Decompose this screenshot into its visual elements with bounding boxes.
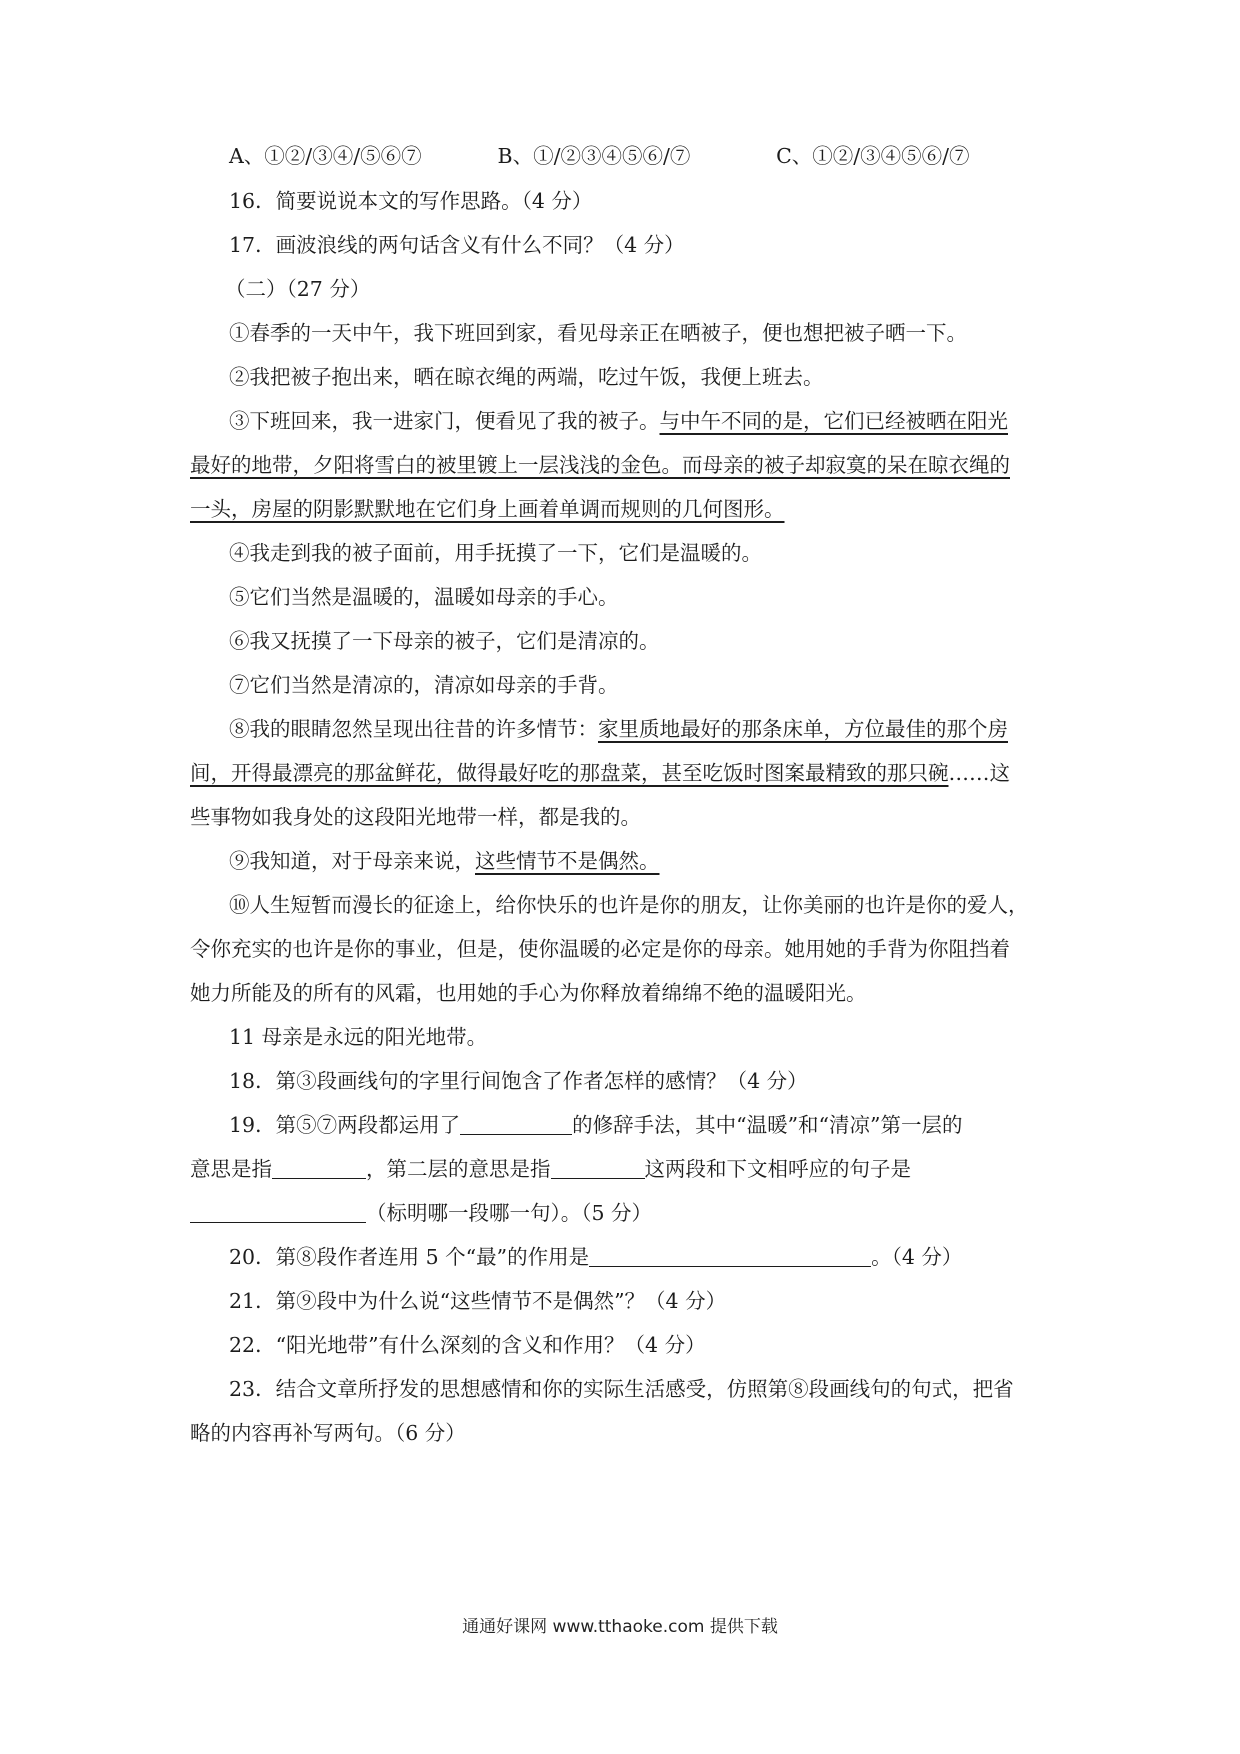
section-heading: （二）（27 分） (225, 277, 371, 301)
paragraph-9 (229, 846, 1070, 876)
option-c: C、①②/③④⑤⑥/⑦ (776, 144, 970, 168)
blank-meaning-2[interactable] (551, 1156, 645, 1179)
paragraph-10-line-2: 令你充实的也许是你的事业，但是，使你温暖的必定是你的母亲。她用她的手背为你阻挡着 (190, 937, 1010, 961)
question-19-prompt-cont: 的修辞手法，其中“温暖”和“清凉”第一层的 (572, 1113, 963, 1137)
paragraph-3-line-2 (190, 450, 1070, 480)
paragraph-3-underlined-middle: 最好的地带，夕阳将雪白的被里镀上一层浅浅的金色。而母亲的被子却寂寞的呆在晾衣绳的 (190, 453, 1010, 477)
option-b: B、①/②③④⑤⑥/⑦ (497, 144, 691, 168)
question-20-prompt: 20．第⑧段作者连用 5 个“最”的作用是 (229, 1245, 590, 1269)
blank-echo-sentence[interactable] (190, 1200, 366, 1223)
question-19-echo-label: 这两段和下文相呼应的句子是 (644, 1157, 911, 1181)
page-footer: 通通好课网 www.tthaoke.com 提供下载 (462, 1617, 778, 1637)
question-19-line-1 (229, 1110, 1070, 1140)
paragraph-8-line-2 (190, 758, 1070, 788)
paragraph-3-underlined-end: 一头，房屋的阴影默默地在它们身上画着单调而规则的几何图形。 (190, 497, 785, 521)
answer-options (229, 141, 1070, 171)
question-20-points: 。（4 分） (871, 1245, 963, 1269)
paragraph-10-line-3: 她力所能及的所有的风霜，也用她的手心为你释放着绵绵不绝的温暖阳光。 (190, 981, 867, 1005)
paragraph-1: ①春季的一天中午，我下班回到家，看见母亲正在晒被子，便也想把被子晒一下。 (229, 321, 967, 345)
paragraph-8-ellipsis: ……这 (948, 761, 1010, 785)
blank-rhetoric[interactable] (460, 1112, 572, 1135)
question-22: 22．“阳光地带”有什么深刻的含义和作用？（4 分） (229, 1333, 706, 1357)
paragraph-9-underlined: 这些情节不是偶然。 (475, 849, 660, 873)
blank-meaning-1[interactable] (272, 1156, 366, 1179)
question-19-line-3 (190, 1198, 1070, 1228)
paragraph-8-line-3: 些事物如我身处的这段阳光地带一样，都是我的。 (190, 805, 641, 829)
paragraph-5: ⑤它们当然是温暖的，温暖如母亲的手心。 (229, 585, 619, 609)
paragraph-8-intro: ⑧我的眼睛忽然呈现出往昔的许多情节： (229, 717, 598, 741)
paragraph-2: ②我把被子抱出来，晒在晾衣绳的两端，吃过午饭，我便上班去。 (229, 365, 824, 389)
option-a: A、①②/③④/⑤⑥⑦ (229, 144, 422, 168)
question-17: 17．画波浪线的两句话含义有什么不同？（4 分） (229, 233, 685, 257)
question-16: 16．简要说说本文的写作思路。（4 分） (229, 189, 593, 213)
paragraph-3-line-1 (229, 406, 1070, 436)
paragraph-6: ⑥我又抚摸了一下母亲的被子，它们是清凉的。 (229, 629, 660, 653)
question-20 (229, 1242, 1070, 1272)
question-19-meaning-2-label: ，第二层的意思是指 (366, 1157, 551, 1181)
question-19-meaning-1-label: 意思是指 (190, 1157, 272, 1181)
question-23-line-1: 23．结合文章所抒发的思想感情和你的实际生活感受，仿照第⑧段画线句的句式，把省 (229, 1377, 1014, 1401)
question-19-suffix: （标明哪一段哪一句）。（5 分） (366, 1201, 653, 1225)
paragraph-3-line-3 (190, 494, 1070, 524)
paragraph-11: 11 母亲是永远的阳光地带。 (229, 1025, 488, 1049)
paragraph-3-intro: ③下班回来，我一进家门，便看见了我的被子。 (229, 409, 660, 433)
paragraph-7: ⑦它们当然是清凉的，清凉如母亲的手背。 (229, 673, 619, 697)
question-19-prompt: 19．第⑤⑦两段都运用了 (229, 1113, 461, 1137)
paragraph-8-line-1 (229, 714, 1070, 744)
paragraph-3-underlined-start: 与中午不同的是，它们已经被晒在阳光 (659, 409, 1008, 433)
question-19-line-2 (190, 1154, 1070, 1184)
blank-effect[interactable] (589, 1244, 871, 1267)
question-21: 21．第⑨段中为什么说“这些情节不是偶然”？（4 分） (229, 1289, 727, 1313)
question-23-line-2: 略的内容再补写两句。（6 分） (190, 1421, 466, 1445)
paragraph-8-underlined-start: 家里质地最好的那条床单，方位最佳的那个房 (598, 717, 1008, 741)
paragraph-10-line-1: ⑩人生短暂而漫长的征途上，给你快乐的也许是你的朋友，让你美丽的也许是你的爱人， (229, 893, 1029, 917)
paragraph-8-underlined-end: 间，开得最漂亮的那盆鲜花，做得最好吃的那盘菜，甚至吃饭时图案最精致的那只碗 (190, 761, 949, 785)
paragraph-9-intro: ⑨我知道，对于母亲来说， (229, 849, 475, 873)
question-18: 18．第③段画线句的字里行间饱含了作者怎样的感情？（4 分） (229, 1069, 808, 1093)
paragraph-4: ④我走到我的被子面前，用手抚摸了一下，它们是温暖的。 (229, 541, 762, 565)
